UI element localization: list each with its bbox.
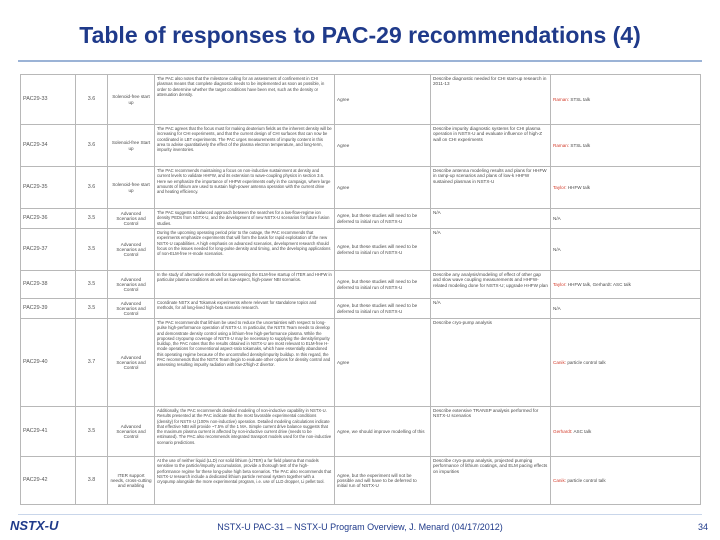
- response-cell: Agree, but these studies will need to be deferred to initial run of NSTX-U: [335, 299, 431, 319]
- response-cell: Agree: [335, 75, 431, 125]
- response-cell: Agree, but these studies will need to be deferred to initial run of NSTX-U: [335, 209, 431, 229]
- pac-id-cell: PAC29-41: [21, 407, 76, 457]
- lead-topic: N/A: [553, 215, 561, 221]
- table-body: [21, 75, 701, 505]
- task-cell: N/A: [431, 209, 551, 229]
- lead-cell: [551, 209, 701, 229]
- section-cell: 3.8: [76, 457, 108, 505]
- lead-topic: HHFW talk: [567, 184, 591, 190]
- responses-table: [20, 74, 701, 505]
- response-cell: Agree, but these studies will need to be deferred to initial run of NSTX-U: [335, 271, 431, 299]
- lead-name: Taylor:: [553, 184, 567, 190]
- task-cell: Describe antenna modeling results and plans for HHFW in ramp-up scenarios and plans of low-k HHFW sustained plasmas in NSTX-U: [431, 167, 551, 209]
- lead-name: Raman:: [553, 96, 570, 102]
- table-row: [21, 271, 701, 299]
- lead-cell: [551, 319, 701, 407]
- lead-topic: N/A: [553, 246, 561, 252]
- response-cell: Agree, but these studies will need to be deferred to initial run of NSTX-U: [335, 229, 431, 271]
- section-cell: 3.5: [76, 271, 108, 299]
- category-cell: ITER support needs, cross-cutting and enabling: [108, 457, 155, 505]
- section-cell: 3.5: [76, 299, 108, 319]
- task-cell: N/A: [431, 299, 551, 319]
- lead-cell: [551, 271, 701, 299]
- response-cell: Agree, but the experiment will not be possible and will have to be deferred to initial run of NSTX-U: [335, 457, 431, 505]
- lead-name: Raman:: [553, 142, 570, 148]
- table-row: [21, 167, 701, 209]
- lead-cell: [551, 229, 701, 271]
- lead-cell: [551, 75, 701, 125]
- category-cell: Advanced Scenarios and Control: [108, 271, 155, 299]
- category-cell: Advanced Scenarios and Control: [108, 209, 155, 229]
- task-cell: Describe extensive TRANSP analysis performed for NSTX-U scenarios: [431, 407, 551, 457]
- recommendation-cell: The PAC suggests a balanced approach between the searches for a low-flow-regime ion density PEDs from NSTX-U, and the development of new NSTX-U scenarios for future fusion studies.: [155, 209, 335, 229]
- task-cell: Describe cryo-pump analysis: [431, 319, 551, 407]
- section-cell: 3.5: [76, 407, 108, 457]
- task-cell: Describe cryo-pump analysis, projected pumping performance of lithium coatings, and ELM pacing effects on impurities: [431, 457, 551, 505]
- recommendation-cell: At the use of neither liquid (LLD) nor solid lithium (LiTER) a far field plasma that models sensitive to the particle/impurity accumulation, provide a thorough test of the high-performance regime for these long-pulse high beta scenarios. The PAC also recommends that NSTX-U research include a dedicated lithium particle removal system together with a cryopump alongside the more experimental program, i.e. use of LLD dropper, Li pellet tool.: [155, 457, 335, 505]
- page-number: 34: [697, 522, 708, 532]
- recommendation-cell: The PAC agrees that the focus must for making deuterium fields as the inherent density will be increasing for CHI experiments, and that the current design of CHI surfaces that can now be coordinated in LBT experiments. The PAC urges measurements of impurity content in this area to advise quantitatively the effect of the plasma electron temperature, and long-term, impurity inventories.: [155, 125, 335, 167]
- table-row: [21, 299, 701, 319]
- title-divider: [18, 60, 702, 62]
- lead-name: Canik:: [553, 477, 567, 483]
- category-cell: Solenoid-free Start up: [108, 125, 155, 167]
- nstx-u-logo: NSTX-U: [10, 518, 59, 533]
- recommendation-cell: The PAC recommends maintaining a focus on non-inductive sustainment at density and current levels to validate HHFW, and its extension to wave-coupling physics in section 3.6. Here we emphasize the importance of HHFW experiments early in the campaign, where large amounts of lithium are used to sustain high-power antenna operation with the current drive and heating efficiency.: [155, 167, 335, 209]
- category-cell: Advanced Scenarios and Control: [108, 299, 155, 319]
- category-cell: Advanced Scenarios and Control: [108, 319, 155, 407]
- table-row: [21, 75, 701, 125]
- pac-id-cell: PAC29-39: [21, 299, 76, 319]
- task-cell: Describe any analysis/modeling of effect of other gap and slow wave coupling measurements and HHFW-related modeling done for NSTX-U; upgrade HHFW plan: [431, 271, 551, 299]
- pac-id-cell: PAC29-34: [21, 125, 76, 167]
- lead-topic: particle control talk: [567, 359, 606, 365]
- lead-cell: [551, 407, 701, 457]
- lead-topic: STSL talk: [570, 96, 591, 102]
- recommendation-cell: Coordinate NSTX and Tokamak experiments where relevant for standalone topics and methods, for all long-lived high-beta scenario research.: [155, 299, 335, 319]
- lead-cell: [551, 299, 701, 319]
- table-row: [21, 319, 701, 407]
- pac-id-cell: PAC29-42: [21, 457, 76, 505]
- footer-text: NSTX-U PAC-31 – NSTX-U Program Overview, J. Menard (04/17/2012): [217, 522, 503, 532]
- lead-name: Canik:: [553, 359, 567, 365]
- table-row: [21, 125, 701, 167]
- category-cell: Advanced Scenarios and Control: [108, 407, 155, 457]
- category-cell: Advanced Scenarios and Control: [108, 229, 155, 271]
- section-cell: 3.6: [76, 167, 108, 209]
- pac-id-cell: PAC29-37: [21, 229, 76, 271]
- pac-id-cell: PAC29-35: [21, 167, 76, 209]
- response-cell: Agree, we should improve modelling of this: [335, 407, 431, 457]
- recommendation-cell: During the upcoming operating period prior to the outage, the PAC recommends that experiments emphasize experiments that will form the basis for rapid exploitation of the new NSTX-U capabilities. A high emphasis on advanced scenarios, development research should focus on the issues needed for long-pulse density and timing, and the developing applications of non-ELM-free H-mode scenarios.: [155, 229, 335, 271]
- section-cell: 3.6: [76, 75, 108, 125]
- recommendation-cell: The PAC recommends that lithium be used to reduce the uncertainties with respect to long-pulse high-performance operation of NSTX-U. In particular, the NSTX Team needs to develop and demonstrate density control using a lithium-free high-performance plasma. While the proposed cryopump coverage of NSTX-U may be necessary to supplying the density/impurity buildup, the PAC notes that the results obtained in NSTX-U are most relevant to ELM-free H-mode operations for conventional aspect-ratio tokamaks, which have essentially abandoned this operating regime because of the uncontrolled density/impurity buildup. In this regard, the PAC recommends that the NSTX Team begin to evaluate other options for density control and assessing resulting impurity radiation with low-Z/high-Z divertor.: [155, 319, 335, 407]
- lead-topic: ASC talk: [573, 428, 592, 434]
- task-cell: Describe diagnostic needed for CHI start-up research in 2011-13: [431, 75, 551, 125]
- table-row: [21, 457, 701, 505]
- response-cell: Agree: [335, 167, 431, 209]
- slide-title: Table of responses to PAC-29 recommendations (4): [79, 22, 641, 48]
- pac-id-cell: PAC29-40: [21, 319, 76, 407]
- task-cell: Describe impurity diagnostic systems for CHI plasma operation in NSTX-U and evaluate influence of high-Z wall on CHI experiments: [431, 125, 551, 167]
- table-row: [21, 209, 701, 229]
- response-cell: Agree: [335, 319, 431, 407]
- section-cell: 3.7: [76, 319, 108, 407]
- category-cell: Solenoid-free start up: [108, 75, 155, 125]
- category-cell: Solenoid-free start up: [108, 167, 155, 209]
- table-row: [21, 229, 701, 271]
- lead-topic: particle control talk: [567, 477, 606, 483]
- task-cell: N/A: [431, 229, 551, 271]
- recommendation-cell: Additionally, the PAC recommends detailed modeling of non-inductive capability in NSTX-U. Results presented at the PAC indicate that the most favorable experimental conditions (density) for NSTX-U (100% non-inductive) operation. Detailed modeling calculations indicate that effective NBI will provide ~7.5% of the 1 MA. Simple current drive balance suggests that the maximum plasma current is affected by non-inductive current drive (needs to be estimated). The PAC also recommends integrated transport models used for the non-inductive scenario predictions.: [155, 407, 335, 457]
- pac-id-cell: PAC29-33: [21, 75, 76, 125]
- lead-cell: [551, 167, 701, 209]
- lead-topic: STSL talk: [570, 142, 591, 148]
- recommendation-cell: In the study of alternative methods for suppressing the ELM-free startup of ITER and HHFW in particular plasma conditions as well as low-aspect, high-power NBI scenarios.: [155, 271, 335, 299]
- pac-id-cell: PAC29-38: [21, 271, 76, 299]
- footer-divider: [18, 514, 702, 515]
- lead-cell: [551, 457, 701, 505]
- recommendation-cell: The PAC also notes that the milestone calling for an assessment of confinement in CHI plasmas means that complete diagnostic needs to be implemented as soon as possible, in order to determine whether the target conditions have been met, such as the density or attenuation density.: [155, 75, 335, 125]
- lead-cell: [551, 125, 701, 167]
- table-row: [21, 407, 701, 457]
- lead-topic: N/A: [553, 305, 561, 311]
- section-cell: 3.6: [76, 125, 108, 167]
- section-cell: 3.5: [76, 209, 108, 229]
- lead-topic: HHFW talk, Gerhardt: ASC talk: [567, 281, 631, 287]
- lead-name: Taylor:: [553, 281, 567, 287]
- lead-name: Gerhardt:: [553, 428, 573, 434]
- section-cell: 3.5: [76, 229, 108, 271]
- pac-id-cell: PAC29-36: [21, 209, 76, 229]
- response-cell: Agree: [335, 125, 431, 167]
